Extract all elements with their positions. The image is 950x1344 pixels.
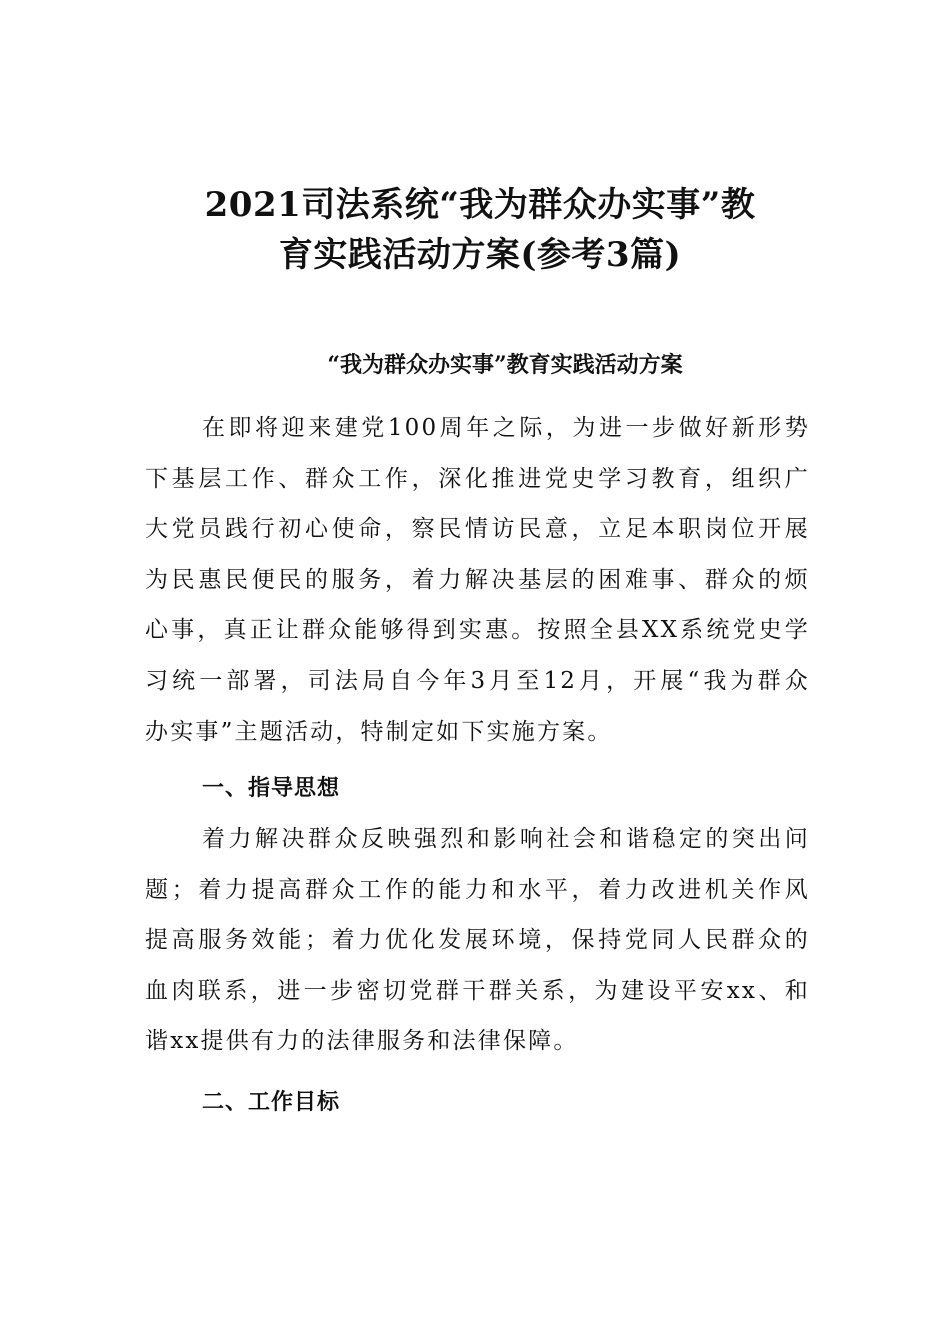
title-line-2: 育实践活动方案(参考3篇)	[278, 235, 682, 275]
paragraph-line: 为民惠民便民的服务，着力解决基层的困难事、群众的烦	[145, 566, 810, 593]
paragraph-line: 着力解决群众反映强烈和影响社会和谐稳定的突出问	[202, 826, 810, 852]
paragraph-line: 题；着力提高群众工作的能力和水平，着力改进机关作风	[145, 876, 810, 903]
paragraph-line: 在即将迎来建党100周年之际，为进一步做好新形势	[202, 415, 810, 441]
paragraph-line: 谐xx提供有力的法律服务和法律保障。	[145, 1028, 579, 1055]
paragraph-line: 习统一部署，司法局自今年3月至12月，开展“我为群众	[145, 667, 810, 694]
paragraph-intro	[145, 403, 810, 757]
paragraph-line: 下基层工作、群众工作，深化推进党史学习教育，组织广	[145, 465, 810, 492]
section-heading-guiding-ideology: 一、指导思想	[202, 775, 341, 801]
document-title	[150, 180, 810, 280]
paragraph-line: 办实事”主题活动，特制定如下实施方案。	[145, 718, 613, 745]
paragraph-line: 大党员践行初心使命，察民情访民意，立足本职岗位开展	[145, 516, 810, 543]
paragraph-line: 提高服务效能；着力优化发展环境，保持党同人民群众的	[145, 927, 810, 954]
paragraph-line: 心事，真正让群众能够得到实惠。按照全县XX系统党史学	[145, 617, 810, 644]
paragraph-guiding-ideology	[145, 814, 810, 1067]
paragraph-line: 血肉联系，进一步密切党群干群关系，为建设平安xx、和	[145, 977, 810, 1004]
document-subtitle: “我为群众办实事”教育实践活动方案	[327, 352, 683, 378]
title-line-1: 2021司法系统“我为群众办实事”教	[204, 185, 756, 225]
section-heading-work-goals: 二、工作目标	[202, 1089, 341, 1115]
